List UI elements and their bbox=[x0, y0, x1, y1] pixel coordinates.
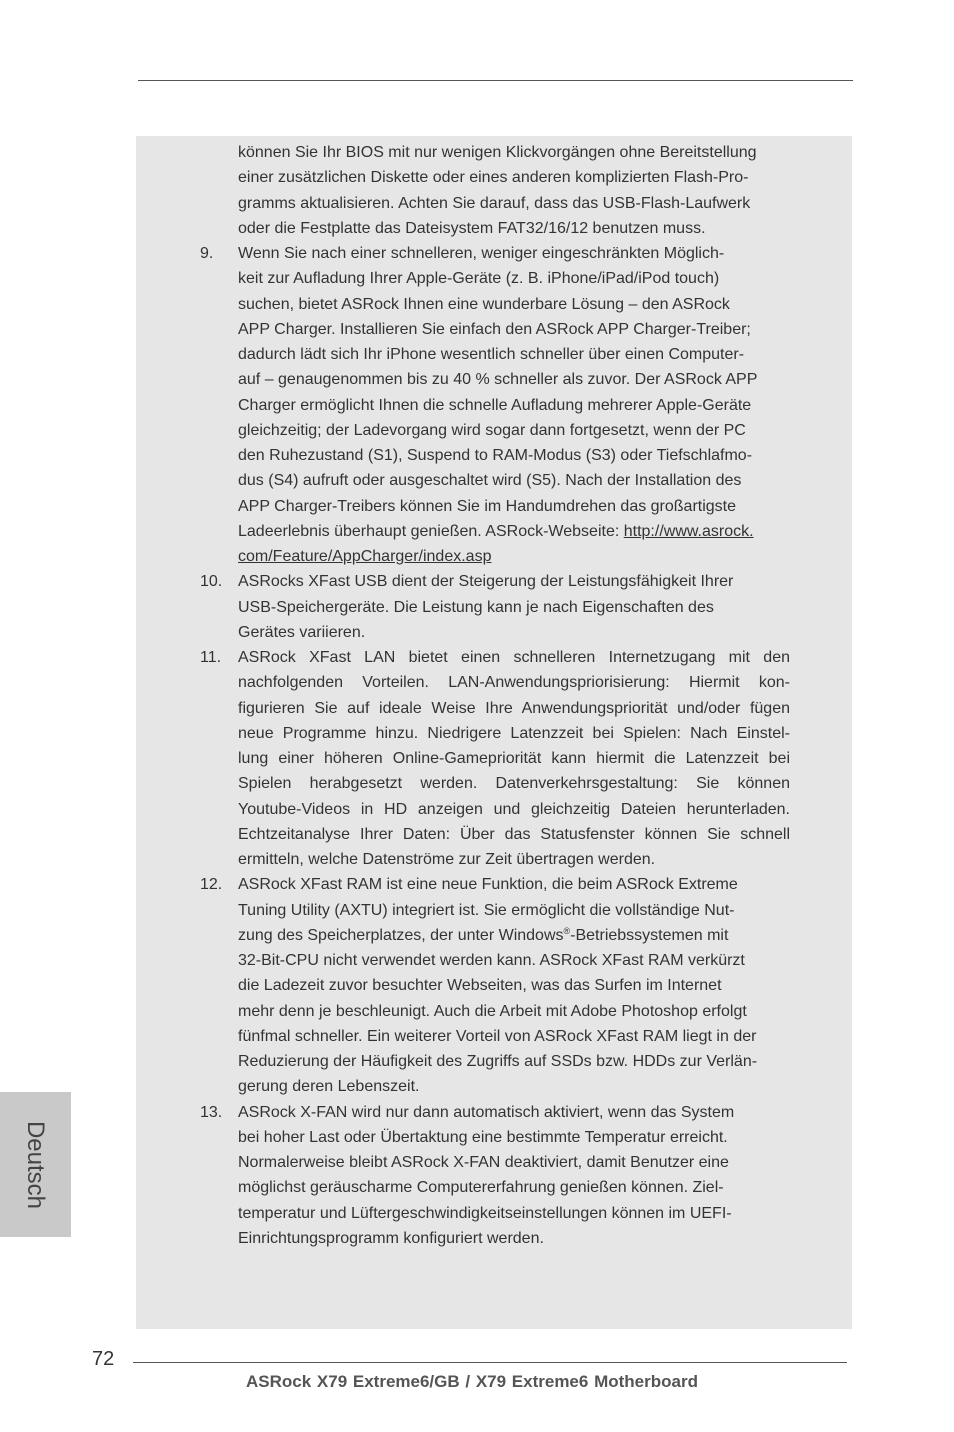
text-line: auf – genaugenommen bis zu 40 % schneller als zuvor. Der ASRock APP bbox=[238, 371, 758, 389]
text-line: fünfmal schneller. Ein weiterer Vorteil von ASRock XFast RAM liegt in der bbox=[238, 1027, 757, 1045]
text-line: dadurch lädt sich Ihr iPhone wesentlich schneller über einen Computer- bbox=[238, 346, 745, 363]
text-line: Tuning Utility (AXTU) integriert ist. Sie ermöglicht die vollständige Nut- bbox=[238, 901, 735, 919]
page-number: 72 bbox=[92, 1348, 115, 1370]
item-number: 13. bbox=[200, 1103, 223, 1121]
item-number: 10. bbox=[200, 573, 223, 591]
text-line: können Sie Ihr BIOS mit nur wenigen Klickvorgängen ohne Bereitstellung bbox=[238, 144, 757, 161]
appcharger-link[interactable]: http://www.asrock. bbox=[623, 522, 754, 540]
registered-mark: ® bbox=[563, 925, 571, 936]
text-line: APP Charger. Installieren Sie einfach den ASRock APP Charger-Treiber; bbox=[238, 320, 751, 338]
reg-line-prefix: zung des Speicherplatzes, der unter Windows bbox=[238, 926, 564, 944]
item-number: 11. bbox=[200, 649, 222, 666]
text-line: ermitteln, welche Datenströme zur Zeit übertragen werden. bbox=[238, 851, 656, 868]
list-item-continuation bbox=[200, 140, 790, 241]
header-rule bbox=[138, 80, 853, 81]
text-line: Youtube-Videos in HD anzeigen und gleichzeitig Dateien herunterladen. bbox=[238, 800, 790, 818]
text-line: den Ruhezustand (S1), Suspend to RAM-Modus (S3) oder Tiefschlafmo- bbox=[238, 447, 753, 464]
text-line: möglichst geräuscharme Computererfahrung genießen können. Ziel- bbox=[238, 1179, 724, 1197]
text-line: USB-Speichergeräte. Die Leistung kann je nach Eigenschaften des bbox=[238, 598, 714, 616]
list-item-13 bbox=[200, 1100, 790, 1252]
text-line: Reduzierung der Häufigkeit des Zugriffs auf SSDs bzw. HDDs zur Verlän- bbox=[238, 1053, 758, 1070]
manual-text bbox=[200, 140, 790, 1251]
link-line-prefix: Ladeerlebnis überhaupt genießen. ASRock-Webseite: bbox=[238, 522, 624, 540]
reg-line-suffix: -Betriebssystemen mit bbox=[570, 926, 729, 944]
text-line: Echtzeitanalyse Ihrer Daten: Über das Statusfenster können Sie schnell bbox=[238, 825, 790, 843]
text-line: Wenn Sie nach einer schnelleren, weniger eingeschränkten Möglich- bbox=[238, 245, 725, 262]
text-line: 32-Bit-CPU nicht verwendet werden kann. ASRock XFast RAM verkürzt bbox=[238, 952, 745, 969]
text-line: mehr denn je beschleunigt. Auch die Arbeit mit Adobe Photoshop erfolgt bbox=[238, 1002, 747, 1020]
text-line: Spielen herabgesetzt werden. Datenverkehrsgestaltung: Sie können bbox=[238, 775, 790, 793]
footer-rule bbox=[133, 1362, 847, 1363]
text-line: neue Programme hinzu. Niedrigere Latenzzeit bei Spielen: Nach Einstel- bbox=[238, 724, 790, 742]
text-line: bei hoher Last oder Übertaktung eine bestimmte Temperatur erreicht. bbox=[238, 1128, 728, 1146]
text-line: suchen, bietet ASRock Ihnen eine wunderbare Lösung – den ASRock bbox=[238, 295, 730, 313]
text-line: keit zur Aufladung Ihrer Apple-Geräte (z. B. iPhone/iPad/iPod touch) bbox=[238, 270, 720, 288]
item-number: 9. bbox=[200, 245, 214, 262]
text-line: Einrichtungsprogramm konfiguriert werden. bbox=[238, 1229, 544, 1247]
item-number: 12. bbox=[200, 876, 223, 894]
text-line: ASRock X-FAN wird nur dann automatisch aktiviert, wenn das System bbox=[238, 1103, 735, 1121]
text-line: nachfolgenden Vorteilen. LAN-Anwendungspriorisierung: Hiermit kon- bbox=[238, 674, 790, 692]
text-line: Normalerweise bleibt ASRock X-FAN deaktiviert, damit Benutzer eine bbox=[238, 1154, 729, 1171]
text-line bbox=[238, 544, 790, 569]
list-item-12 bbox=[200, 872, 790, 1099]
language-side-tab bbox=[0, 1092, 71, 1237]
text-line: APP Charger-Treibers können Sie im Handumdrehen das großartigste bbox=[238, 497, 737, 515]
text-line: gramms aktualisieren. Achten Sie darauf, dass das USB-Flash-Laufwerk bbox=[238, 194, 751, 212]
text-line: die Ladezeit zuvor besuchter Webseiten, was das Surfen im Internet bbox=[238, 977, 722, 995]
footer-title: ASRock X79 Extreme6/GB / X79 Extreme6 Motherboard bbox=[246, 1372, 698, 1391]
text-line bbox=[238, 519, 790, 544]
text-line: gerung deren Lebenszeit. bbox=[238, 1078, 420, 1096]
text-line: ASRock XFast RAM ist eine neue Funktion, die beim ASRock Extreme bbox=[238, 876, 738, 894]
text-line: dus (S4) aufruft oder ausgeschaltet wird (S5). Nach der Installation des bbox=[238, 472, 742, 490]
text-line: figurieren Sie auf ideale Weise Ihre Anwendungspriorität und/oder fügen bbox=[238, 699, 790, 717]
text-line: einer zusätzlichen Diskette oder eines anderen komplizierten Flash-Pro- bbox=[238, 169, 749, 187]
text-line: Charger ermöglicht Ihnen die schnelle Aufladung mehrerer Apple-Geräte bbox=[238, 396, 752, 414]
text-line: temperatur und Lüftergeschwindigkeitseinstellungen können im UEFI- bbox=[238, 1204, 732, 1222]
text-line: Gerätes variieren. bbox=[238, 623, 366, 641]
text-line: oder die Festplatte das Dateisystem FAT32/16/12 benutzen muss. bbox=[238, 219, 706, 237]
text-line: ASRock XFast LAN bietet einen schnelleren Internetzugang mit den bbox=[238, 649, 790, 666]
list-item-11 bbox=[200, 645, 790, 872]
text-line: ASRocks XFast USB dient der Steigerung der Leistungsfähigkeit Ihrer bbox=[238, 573, 734, 591]
text-line: gleichzeitig; der Ladevorgang wird sogar dann fortgesetzt, wenn der PC bbox=[238, 421, 746, 439]
appcharger-link-continued[interactable]: com/Feature/AppCharger/index.asp bbox=[238, 548, 492, 565]
text-line bbox=[238, 923, 790, 948]
language-tab-label: Deutsch bbox=[22, 1120, 49, 1210]
list-item-9 bbox=[200, 241, 790, 569]
text-line: lung einer höheren Online-Gamepriorität kann hiermit die Latenzzeit bei bbox=[238, 750, 790, 767]
list-item-10 bbox=[200, 569, 790, 645]
